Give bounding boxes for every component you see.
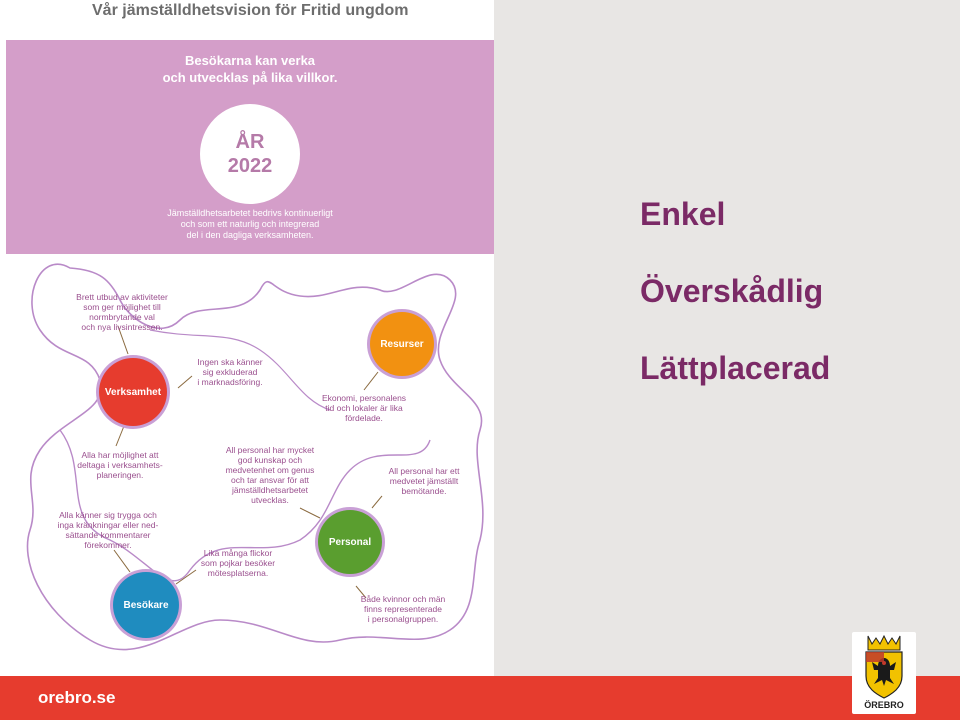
orebro-logo bbox=[852, 632, 916, 714]
note-line: som ger möjlighet till bbox=[83, 302, 161, 312]
note-line: mötesplatserna. bbox=[207, 568, 269, 578]
footer-site-link[interactable]: orebro.se bbox=[38, 688, 116, 707]
note-line: i personalgruppen. bbox=[367, 614, 439, 624]
poster-title: Vår jämställdhetsvision för Fritid ungdom bbox=[92, 2, 409, 19]
note-line: jämställdhetsarbetet bbox=[231, 485, 309, 495]
note-line: All personal har ett bbox=[388, 466, 460, 476]
node-label: Personal bbox=[328, 536, 372, 548]
note-line: inga kränkningar eller ned- bbox=[57, 520, 159, 530]
note-exkluderad bbox=[186, 357, 274, 387]
year-value: 2022 bbox=[227, 155, 273, 177]
note-line: sättande kommentarer bbox=[65, 530, 151, 540]
note-line: Både kvinnor och män bbox=[360, 594, 446, 604]
note-line: deltaga i verksamhets- bbox=[77, 460, 163, 470]
description-line: Jämställdhetsarbetet bedrivs kontinuerligt bbox=[167, 208, 333, 218]
note-line: sig exkluderad bbox=[202, 367, 258, 377]
description-line: och som ett naturlig och integrerad bbox=[180, 219, 320, 229]
note-delta bbox=[60, 450, 180, 480]
node-label: Verksamhet bbox=[104, 386, 162, 398]
note-line: medvetet jämställt bbox=[389, 476, 459, 486]
note-line: medvetenhet om genus bbox=[225, 465, 315, 475]
coat-of-arms-icon bbox=[852, 632, 916, 700]
vision-poster bbox=[0, 0, 494, 676]
note-line: god kunskap och bbox=[237, 455, 303, 465]
note-line: All personal har mycket bbox=[225, 445, 315, 455]
note-line: förekommer. bbox=[84, 540, 132, 550]
note-kunskap bbox=[212, 445, 328, 505]
node-personal bbox=[318, 510, 382, 574]
node-verksamhet bbox=[99, 358, 167, 426]
note-line: Alla har möjlighet att bbox=[81, 450, 159, 460]
note-line: och tar ansvar för att bbox=[231, 475, 309, 485]
note-line: Ekonomi, personalens bbox=[321, 393, 407, 403]
node-besokare bbox=[113, 572, 179, 638]
keyword-enkel: Enkel bbox=[640, 196, 726, 232]
note-line: och nya livsintressen. bbox=[81, 322, 163, 332]
note-line: Lika många flickor bbox=[203, 548, 273, 558]
note-line: finns representerade bbox=[364, 604, 442, 614]
description-line: del i den dagliga verksamheten. bbox=[186, 230, 314, 240]
note-line: Alla känner sig trygga och bbox=[59, 510, 157, 520]
note-line: normbrytande val bbox=[89, 312, 155, 322]
note-representerade bbox=[350, 594, 456, 624]
note-line: tid och lokaler är lika bbox=[325, 403, 403, 413]
slide-background bbox=[494, 0, 960, 676]
note-flickor bbox=[190, 548, 286, 578]
note-line: utvecklas. bbox=[251, 495, 289, 505]
node-resurser bbox=[370, 312, 434, 376]
footer-bar bbox=[0, 676, 960, 720]
note-bemotande bbox=[376, 466, 472, 496]
keyword-lattplacerad: Lättplacerad bbox=[640, 350, 831, 386]
logo-text: ÖREBRO bbox=[864, 700, 904, 710]
vision-line: och utvecklas på lika villkor. bbox=[162, 70, 338, 85]
note-line: i marknadsföring. bbox=[197, 377, 263, 387]
note-trygga bbox=[42, 510, 174, 550]
note-ekonomi bbox=[308, 393, 420, 423]
note-line: som pojkar besöker bbox=[200, 558, 276, 568]
note-line: planeringen. bbox=[96, 470, 144, 480]
keyword-overskadlig: Överskådlig bbox=[640, 273, 824, 309]
note-line: fördelade. bbox=[345, 413, 383, 423]
year-label: ÅR bbox=[235, 131, 265, 153]
note-utbud bbox=[56, 292, 188, 332]
note-line: Ingen ska känner bbox=[197, 357, 263, 367]
note-line: Brett utbud av aktiviteter bbox=[76, 292, 168, 302]
vision-line: Besökarna kan verka bbox=[184, 53, 316, 68]
node-label: Resurser bbox=[380, 338, 424, 350]
node-label: Besökare bbox=[123, 599, 169, 611]
note-line: bemötande. bbox=[401, 486, 447, 496]
